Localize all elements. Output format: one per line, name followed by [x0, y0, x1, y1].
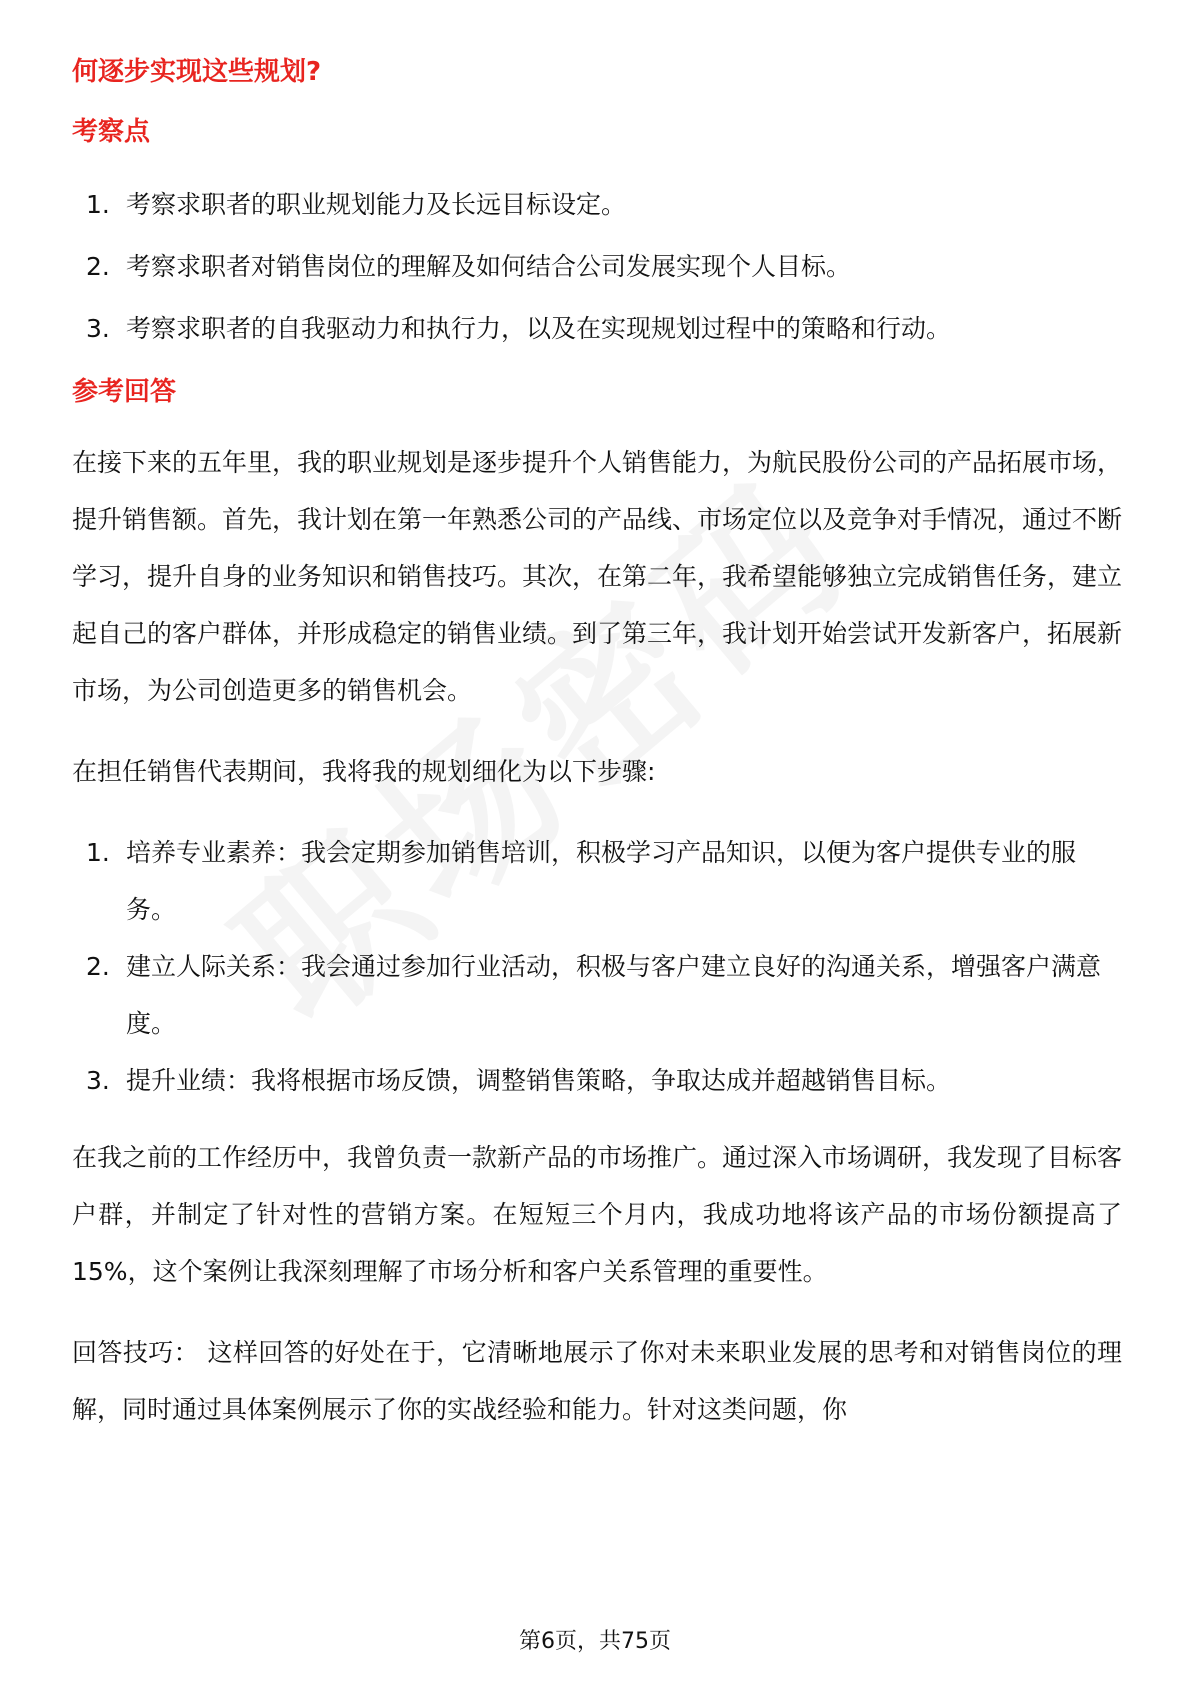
list-item [72, 1052, 1122, 1109]
answer-paragraph-plan: 在接下来的五年里，我的职业规划是逐步提升个人销售能力，为航民股份公司的产品拓展市场，提升销售额。首先，我计划在第一年熟悉公司的产品线、市场定位以及竞争对手情况，通过不断学习，提升自身的业务知识和销售技巧。其次，在第二年，我希望能够独立完成销售任务，建立起自己的客户群体，并形成稳定的销售业绩。到了第三年，我计划开始尝试开发新客户，拓展新市场，为公司创造更多的销售机会。 [72, 448, 1123, 705]
question-title: 何逐步实现这些规划? [72, 57, 322, 87]
list-item [72, 824, 1122, 938]
list-text: 培养专业素养：我会定期参加销售培训，积极学习产品知识，以便为客户提供专业的服务。 [126, 838, 1077, 924]
list-text: 考察求职者的职业规划能力及长远目标设定。 [126, 190, 627, 219]
list-item [72, 236, 1122, 298]
page-content [72, 52, 1122, 1462]
section-title-examine: 考察点 [72, 117, 151, 147]
list-text: 建立人际关系：我会通过参加行业活动，积极与客户建立良好的沟通关系，增强客户满意度。 [126, 952, 1102, 1038]
list-number: 2. [86, 252, 110, 281]
list-item [72, 298, 1122, 360]
answer-paragraph-experience: 在我之前的工作经历中，我曾负责一款新产品的市场推广。通过深入市场调研，我发现了目标客户群，并制定了针对性的营销方案。在短短三个月内，我成功地将该产品的市场份额提高了15%，这个案例让我深刻理解了市场分析和客户关系管理的重要性。 [72, 1143, 1123, 1286]
page-footer: 第6页，共75页 [519, 1629, 671, 1654]
list-number: 2. [86, 952, 110, 981]
answer-paragraph-steps-intro: 在担任销售代表期间，我将我的规划细化为以下步骤: [72, 757, 656, 786]
list-text: 考察求职者的自我驱动力和执行力，以及在实现规划过程中的策略和行动。 [126, 314, 952, 343]
answer-tip-paragraph: 回答技巧： 这样回答的好处在于，它清晰地展示了你对未来职业发展的思考和对销售岗位的理解，同时通过具体案例展示了你的实战经验和能力。针对这类问题，你 [72, 1338, 1122, 1424]
list-item [72, 174, 1122, 236]
list-text: 提升业绩：我将根据市场反馈，调整销售策略，争取达成并超越销售目标。 [126, 1066, 952, 1095]
list-text: 考察求职者对销售岗位的理解及如何结合公司发展实现个人目标。 [126, 252, 852, 281]
list-number: 1. [86, 838, 110, 867]
list-number: 3. [86, 314, 110, 343]
steps-list [72, 824, 1122, 1109]
section-title-answer: 参考回答 [72, 377, 177, 407]
list-number: 3. [86, 1066, 110, 1095]
list-number: 1. [86, 190, 110, 219]
examine-points-list [72, 174, 1122, 360]
list-item [72, 938, 1122, 1052]
